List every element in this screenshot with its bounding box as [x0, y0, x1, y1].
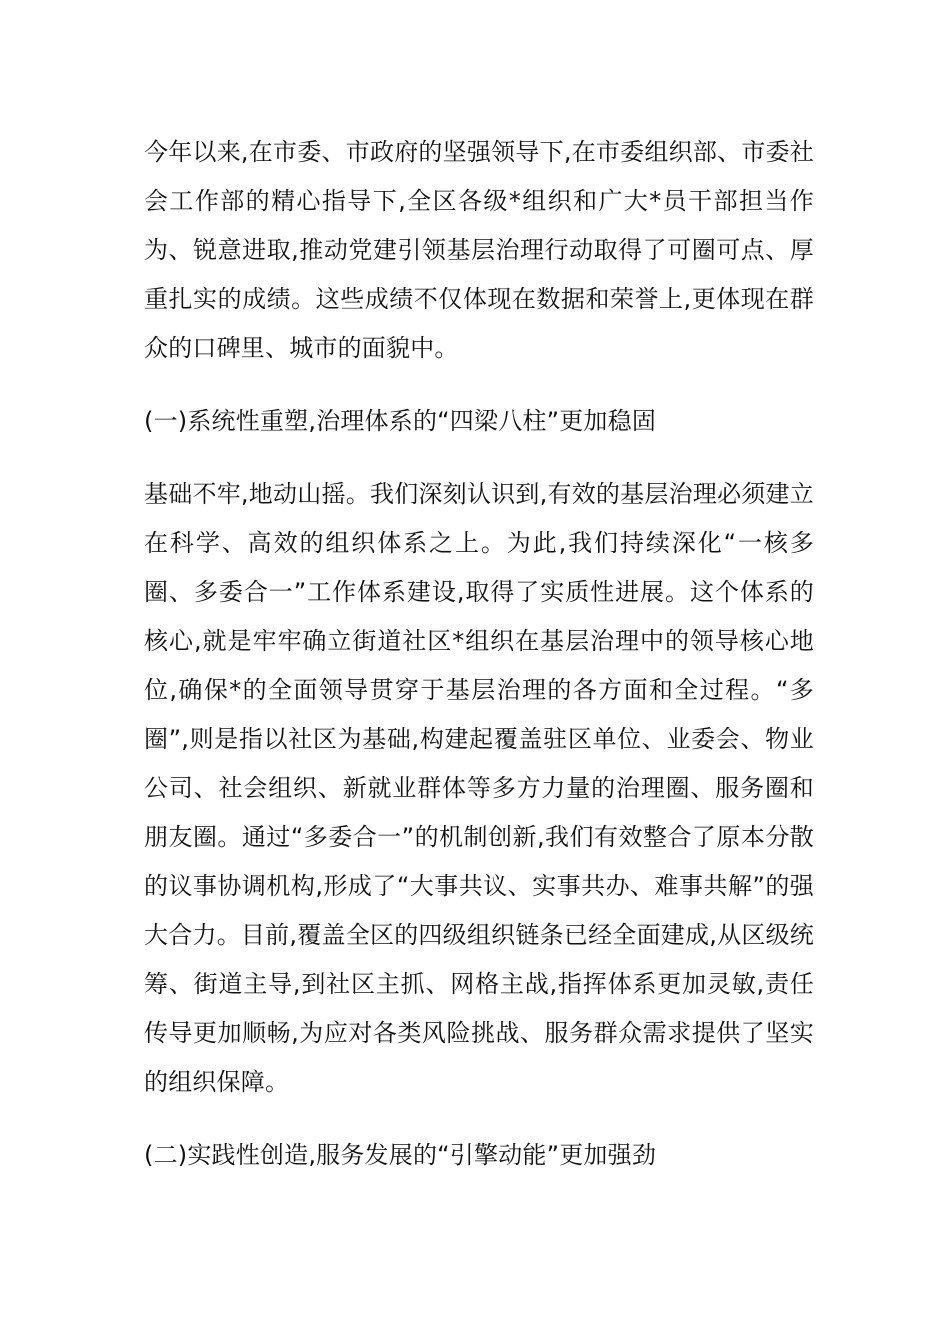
intro-paragraph: 今年以来,在市委、市政府的坚强领导下,在市委组织部、市委社会工作部的精心指导下,全区各级*组织和广大*员干部担当作为、锐意进取,推动党建引领基层治理行动取得了可圈可点、厚重扎实的成绩。这些成绩不仅体现在数据和荣誉上,更体现在群众的口碑里、城市的面貌中。 [144, 138, 814, 362]
section-1-heading: (一)系统性重塑,治理体系的“四梁八柱”更加稳固 [144, 407, 657, 435]
document-content [144, 128, 814, 1180]
section-1-body: 基础不牢,地动山摇。我们深刻认识到,有效的基层治理必须建立在科学、高效的组织体系之上。为此,我们持续深化“一核多圈、多委合一”工作体系建设,取得了实质性进展。这个体系的核心,就是牢牢确立街道社区*组织在基层治理中的领导核心地位,确保*的全面领导贯穿于基层治理的各方面和全过程。“多圈”,则是指以社区为基础,构建起覆盖驻区单位、业委会、物业公司、社会组织、新就业群体等多方力量的治理圈、服务圈和朋友圈。通过“多委合一”的机制创新,我们有效整合了原本分散的议事协调机构,形成了“大事共议、实事共办、难事共解”的强大合力。目前,覆盖全区的四级组织链条已经全面建成,从区级统筹、街道主导,到社区主抓、网格主战,指挥体系更加灵敏,责任传导更加顺畅,为应对各类风险挑战、服务群众需求提供了坚实的组织保障。 [144, 480, 814, 1096]
section-2-heading: (二)实践性创造,服务发展的“引擎动能”更加强劲 [144, 1141, 657, 1169]
